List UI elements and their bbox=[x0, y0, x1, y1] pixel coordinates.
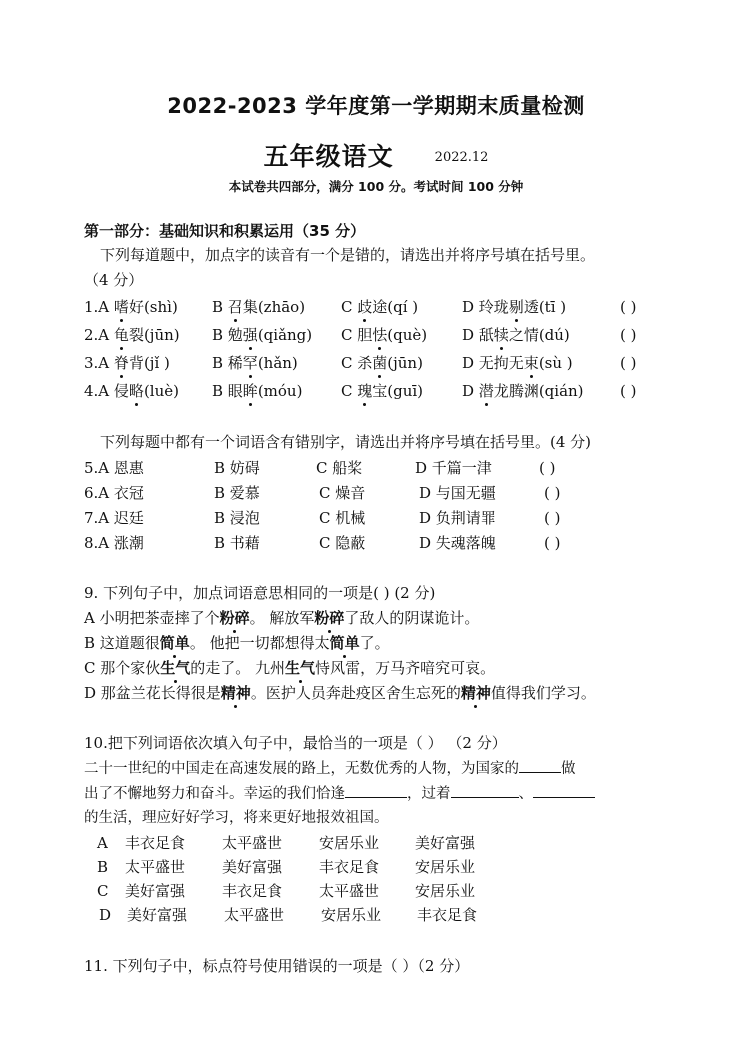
q8-answer[interactable]: ( ) bbox=[544, 534, 561, 552]
q4-option-a: 4.A 侵略(luè) bbox=[84, 382, 179, 400]
q10-option-c bbox=[97, 881, 597, 903]
question-10-passage-line-1 bbox=[84, 758, 576, 779]
q6-option-b: B 爱慕 bbox=[214, 484, 260, 502]
exam-subtitle: 五年级语文 bbox=[263, 142, 394, 171]
q9a-keyword-2: 粉碎 bbox=[314, 609, 345, 627]
q10-option-word: 安居乐业 bbox=[415, 858, 476, 876]
q6-option-a: 6.A 衣冠 bbox=[84, 484, 144, 502]
q10-option-letter: A bbox=[97, 834, 108, 852]
question-9-option-b bbox=[84, 633, 390, 653]
question-4 bbox=[84, 381, 684, 403]
q9b-text-3: 了。 bbox=[359, 634, 390, 652]
q4-option-b: B 眼眸(móu) bbox=[212, 382, 303, 400]
q10-option-d bbox=[99, 905, 599, 927]
q6-option-c: C 燥音 bbox=[319, 484, 366, 502]
q10-option-letter: B bbox=[97, 858, 109, 876]
q9a-text-1: A 小明把茶壶摔了个 bbox=[84, 609, 220, 627]
question-10-passage-line-2 bbox=[84, 783, 595, 804]
question-9-stem: 9. 下列句子中，加点词语意思相同的一项是( ) (2 分) bbox=[84, 584, 436, 602]
q10-option-word: 丰衣足食 bbox=[319, 858, 380, 876]
q2-option-c: C 胆怯(què) bbox=[341, 326, 428, 344]
q10-option-word: 太平盛世 bbox=[125, 858, 186, 876]
q1-answer[interactable]: ( ) bbox=[620, 298, 637, 316]
q10-option-word: 美好富强 bbox=[127, 906, 188, 924]
q10-blank-2[interactable] bbox=[345, 783, 407, 798]
q10-passage-text-1: 二十一世纪的中国走在高速发展的路上，无数优秀的人物，为国家的 bbox=[84, 761, 519, 777]
q4-option-d: D 潜龙腾渊(qián) bbox=[462, 382, 584, 400]
q9d-text-3: 值得我们学习。 bbox=[490, 684, 596, 702]
exam-info: 本试卷共四部分，满分 100 分。考试时间 100 分钟 bbox=[228, 179, 524, 194]
q10-option-b bbox=[97, 857, 597, 879]
q8-option-a: 8.A 涨潮 bbox=[84, 534, 144, 552]
q9a-text-3: 了敌人的阴谋诡计。 bbox=[344, 609, 480, 627]
q9c-text-3: 恃风雷，万马齐喑究可哀。 bbox=[315, 659, 496, 677]
question-3 bbox=[84, 353, 684, 375]
q9a-text-2: 。 解放军 bbox=[249, 609, 315, 627]
q10-option-word: 太平盛世 bbox=[319, 882, 380, 900]
q10-option-a bbox=[97, 833, 597, 855]
q7-option-b: B 浸泡 bbox=[214, 509, 260, 527]
q3-option-d: D 无拘无束(sù ) bbox=[462, 354, 573, 372]
q10-passage-text-2: 做 bbox=[561, 761, 576, 777]
part1-heading: 第一部分：基础知识和积累运用（35 分） bbox=[84, 222, 366, 240]
exam-title: 2022-2023 学年度第一学期期末质量检测 bbox=[167, 94, 585, 118]
q9d-text-2: 。医护人员奔赴疫区舍生忘死的 bbox=[250, 684, 461, 702]
instruction-1-score: （4 分） bbox=[84, 271, 144, 289]
q9c-text-2: 的走了。 九州 bbox=[190, 659, 286, 677]
q9c-text-1: C 那个家伙 bbox=[84, 659, 161, 677]
q10-passage-text-3: 出了不懈地努力和奋斗。幸运的我们恰逢 bbox=[84, 786, 345, 802]
q10-option-word: 美好富强 bbox=[415, 834, 476, 852]
q5-option-d: D 千篇一津 bbox=[415, 459, 492, 477]
q7-answer[interactable]: ( ) bbox=[544, 509, 561, 527]
q9b-text-1: B 这道题很 bbox=[84, 634, 160, 652]
q2-option-a: 2.A 龟裂(jūn) bbox=[84, 326, 180, 344]
q2-answer[interactable]: ( ) bbox=[620, 326, 637, 344]
q9b-keyword-2: 简单 bbox=[329, 634, 360, 652]
q5-option-b: B 妨碍 bbox=[214, 459, 260, 477]
q10-option-word: 丰衣足食 bbox=[417, 906, 478, 924]
q2-option-b: B 勉强(qiǎng) bbox=[212, 326, 313, 344]
q9a-keyword-1: 粉碎 bbox=[219, 609, 250, 627]
q10-option-letter: D bbox=[99, 906, 112, 924]
q7-option-c: C 机械 bbox=[319, 509, 366, 527]
q10-option-word: 太平盛世 bbox=[222, 834, 283, 852]
q4-option-c: C 瑰宝(guī) bbox=[341, 382, 424, 400]
q9d-keyword-1: 精神 bbox=[220, 684, 251, 702]
q10-option-word: 丰衣足食 bbox=[222, 882, 283, 900]
q7-option-a: 7.A 迟廷 bbox=[84, 509, 144, 527]
q4-answer[interactable]: ( ) bbox=[620, 382, 637, 400]
q10-passage-text-4: ，过着 bbox=[407, 786, 451, 802]
q3-answer[interactable]: ( ) bbox=[620, 354, 637, 372]
q10-blank-1[interactable] bbox=[519, 758, 561, 773]
q10-option-word: 美好富强 bbox=[125, 882, 186, 900]
instruction-1: 下列每道题中，加点字的读音有一个是错的，请选出并将序号填在括号里。 bbox=[100, 246, 596, 264]
question-9-option-c bbox=[84, 658, 495, 678]
q5-answer[interactable]: ( ) bbox=[539, 459, 556, 477]
q10-option-word: 丰衣足食 bbox=[125, 834, 186, 852]
q10-option-word: 太平盛世 bbox=[224, 906, 285, 924]
q10-option-word: 安居乐业 bbox=[321, 906, 382, 924]
q5-option-a: 5.A 恩惠 bbox=[84, 459, 144, 477]
q9c-keyword-2: 生气 bbox=[285, 659, 316, 677]
q3-option-a: 3.A 脊背(jǐ ) bbox=[84, 354, 170, 372]
q10-option-letter: C bbox=[97, 882, 109, 900]
q9d-text-1: D 那盆兰花长得很是 bbox=[84, 684, 221, 702]
instruction-2: 下列每题中都有一个词语含有错别字，请选出并将序号填在括号里。(4 分) bbox=[100, 433, 592, 451]
q9b-text-2: 。 他把一切都想得太 bbox=[189, 634, 330, 652]
question-10-stem: 10.把下列词语依次填入句子中，最恰当的一项是（ ） （2 分） bbox=[84, 734, 507, 752]
q8-option-d: D 失魂落魄 bbox=[419, 534, 496, 552]
question-6 bbox=[84, 483, 644, 505]
question-10-passage-line-3: 的生活，理应好好学习，将来更好地报效祖国。 bbox=[84, 810, 389, 826]
q9c-keyword-1: 生气 bbox=[160, 659, 191, 677]
question-7 bbox=[84, 508, 644, 530]
question-9-option-d bbox=[84, 683, 596, 703]
question-2 bbox=[84, 325, 684, 347]
question-5 bbox=[84, 458, 644, 480]
q10-blank-3[interactable] bbox=[451, 783, 519, 798]
q10-blank-4[interactable] bbox=[533, 783, 595, 798]
q1-option-d: D 玲珑剔透(tī ) bbox=[462, 298, 567, 316]
subtitle-row bbox=[0, 137, 752, 173]
q9b-keyword-1: 简单 bbox=[159, 634, 190, 652]
q1-option-a: 1.A 嗜好(shì) bbox=[84, 298, 178, 316]
q10-option-word: 美好富强 bbox=[222, 858, 283, 876]
q6-option-d: D 与国无疆 bbox=[419, 484, 496, 502]
exam-date: 2022.12 bbox=[434, 150, 489, 165]
question-1 bbox=[84, 297, 684, 319]
q2-option-d: D 舐犊之情(dú) bbox=[462, 326, 570, 344]
q3-option-c: C 杀菌(jūn) bbox=[341, 354, 423, 372]
q8-option-c: C 隐蔽 bbox=[319, 534, 366, 552]
q10-option-word: 安居乐业 bbox=[319, 834, 380, 852]
q7-option-d: D 负荆请罪 bbox=[419, 509, 496, 527]
q1-option-c: C 歧途(qí ) bbox=[341, 298, 419, 316]
q6-answer[interactable]: ( ) bbox=[544, 484, 561, 502]
question-9-option-a bbox=[84, 608, 479, 628]
q8-option-b: B 书藉 bbox=[214, 534, 260, 552]
q5-option-c: C 船桨 bbox=[316, 459, 363, 477]
q3-option-b: B 稀罕(hǎn) bbox=[212, 354, 298, 372]
q1-option-b: B 召集(zhāo) bbox=[212, 298, 306, 316]
q9d-keyword-2: 精神 bbox=[460, 684, 491, 702]
q10-passage-text-5: 、 bbox=[518, 786, 533, 802]
question-11-stem: 11. 下列句子中，标点符号使用错误的一项是（ ）（2 分） bbox=[84, 957, 470, 975]
question-8 bbox=[84, 533, 644, 555]
q10-option-word: 安居乐业 bbox=[415, 882, 476, 900]
